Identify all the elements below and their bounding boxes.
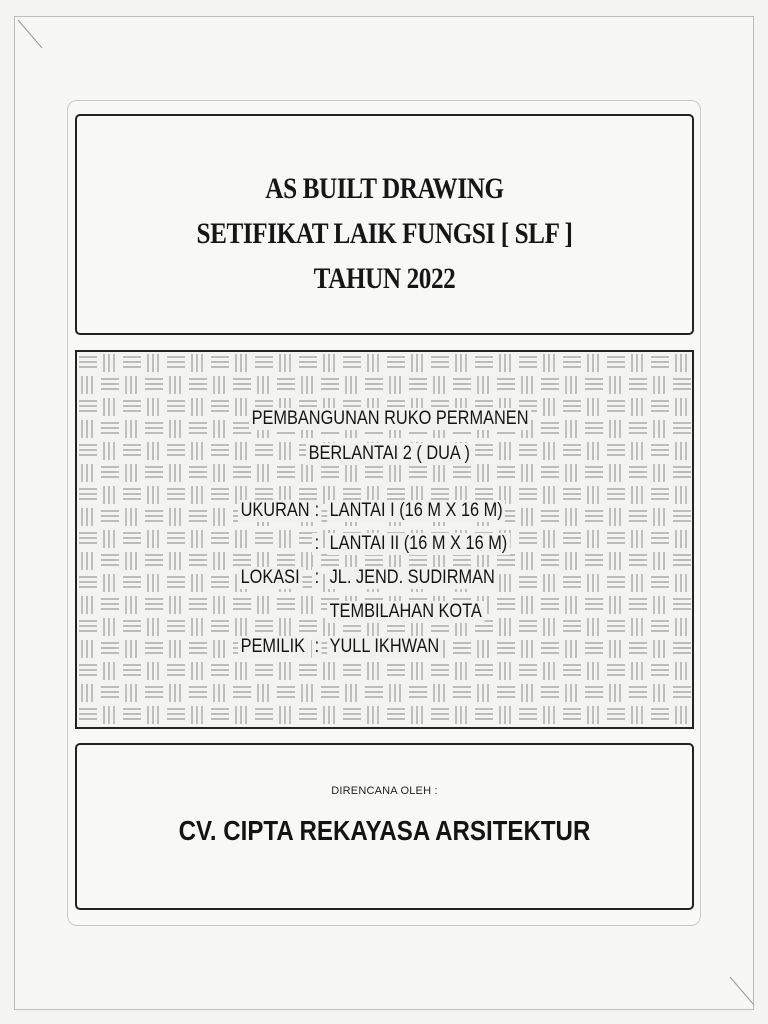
planned-by-label: DIRENCANA OLEH : xyxy=(331,785,438,797)
planner-company-name: CV. CIPTA REKAYASA ARSITEKTUR xyxy=(178,815,591,846)
corner-mark-top-left xyxy=(16,18,46,52)
title-line-2: SETIFIKAT LAIK FUNGSI [ SLF ] xyxy=(196,217,573,250)
size-separator-2: : xyxy=(312,533,322,555)
size-label: UKURAN xyxy=(238,500,312,522)
project-name-line-1: PEMBANGUNAN RUKO PERMANEN xyxy=(249,408,531,430)
planner-block xyxy=(75,743,694,910)
location-label: LOKASI xyxy=(238,567,302,589)
project-name-line-2: BERLANTAI 2 ( DUA ) xyxy=(306,443,472,465)
location-separator: : xyxy=(312,567,322,589)
size-floor-1: LANTAI I (16 M X 16 M) xyxy=(327,500,505,522)
owner-name: YULL IKHWAN xyxy=(327,636,442,658)
location-line-2: TEMBILAHAN KOTA xyxy=(327,601,484,623)
owner-separator: : xyxy=(312,636,322,658)
title-line-1: AS BUILT DRAWING xyxy=(265,172,504,205)
location-line-1: JL. JEND. SUDIRMAN xyxy=(327,567,497,589)
project-info-block xyxy=(75,350,694,729)
size-floor-2: LANTAI II (16 M X 16 M) xyxy=(327,533,510,555)
title-block xyxy=(75,114,694,335)
owner-label: PEMILIK xyxy=(238,636,308,658)
corner-mark-bottom-right xyxy=(728,975,758,1009)
title-line-3: TAHUN 2022 xyxy=(313,262,456,295)
size-separator-1: : xyxy=(312,500,322,522)
